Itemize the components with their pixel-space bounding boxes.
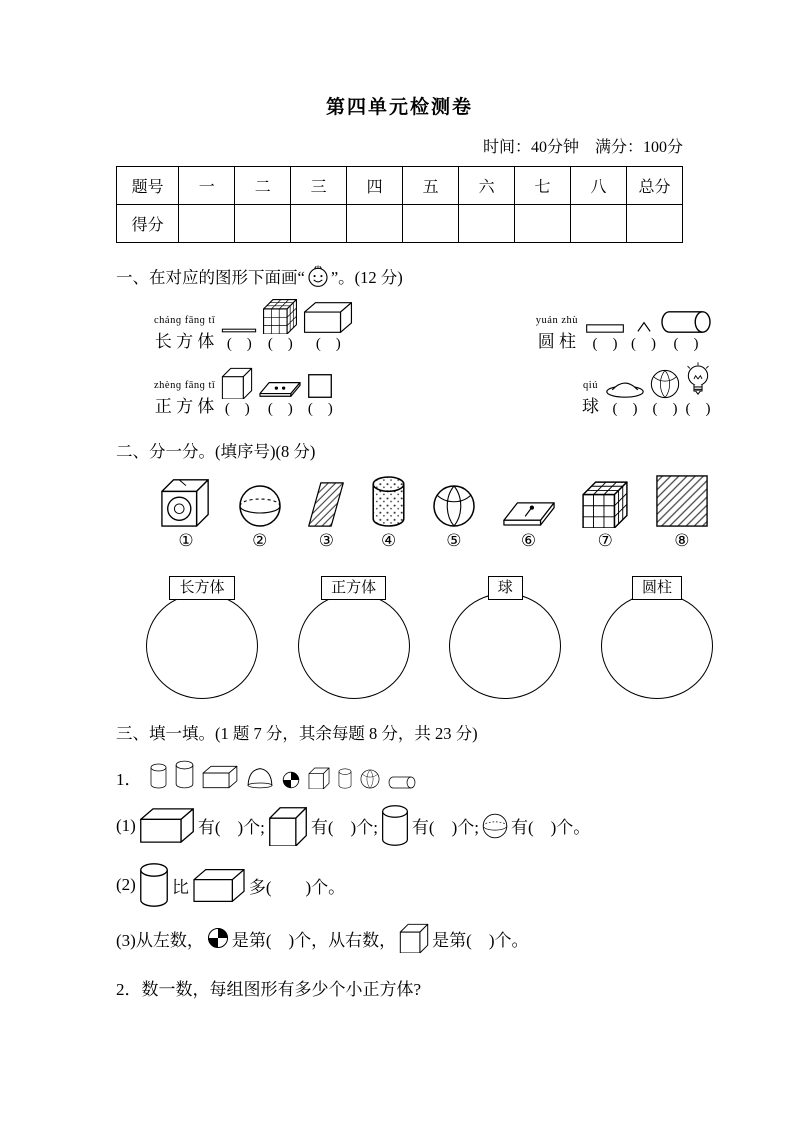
lying-cylinder-icon xyxy=(388,776,416,789)
fill-blank-3 xyxy=(116,923,683,953)
circled-number: ④ xyxy=(380,531,397,551)
cube-icon xyxy=(268,806,308,846)
category-tag: 球 xyxy=(488,576,523,600)
beach-ball-icon xyxy=(432,484,476,528)
sphere-icon xyxy=(482,813,508,839)
shape-name-label: 球 xyxy=(582,397,599,416)
answer-bracket: ( ) xyxy=(652,401,678,417)
hatched-parallelogram-icon xyxy=(307,481,345,528)
rubik-cube-icon xyxy=(581,480,629,528)
shape-group-cuboid xyxy=(154,298,353,352)
lineup-item-7 xyxy=(581,480,629,550)
section1-heading xyxy=(116,264,683,288)
score-cell xyxy=(571,205,627,243)
score-table-col-4: 四 xyxy=(347,167,403,205)
score-cell xyxy=(515,205,571,243)
answer-bracket: ( ) xyxy=(267,401,293,417)
cube-icon xyxy=(308,767,330,789)
category-tag: 正方体 xyxy=(321,576,386,600)
ball-icon xyxy=(360,769,380,789)
category-circle-cube xyxy=(298,576,410,699)
square-icon xyxy=(307,373,333,399)
sorting-circle xyxy=(146,593,258,699)
sorting-circle xyxy=(449,593,561,699)
flying-saucer-icon xyxy=(605,379,645,399)
rubik-cube-icon xyxy=(262,298,298,334)
lineup-item-1 xyxy=(160,476,212,550)
shape-lineup xyxy=(160,474,709,550)
compare-text: 比 xyxy=(171,877,189,897)
section1-row-2 xyxy=(116,362,711,417)
count-blank: 有( )个; xyxy=(411,818,479,838)
score-cell xyxy=(291,205,347,243)
category-circle-sphere xyxy=(449,576,561,699)
count-blank: 有( )个; xyxy=(310,818,378,838)
fill-blank-2 xyxy=(116,862,683,908)
score-table-corner: 题号 xyxy=(117,167,179,205)
circled-number: ⑥ xyxy=(520,531,537,551)
score-table-col-total: 总分 xyxy=(627,167,683,205)
section1-row-1 xyxy=(116,298,711,352)
exam-meta: 时间：40分钟 满分：100分 xyxy=(482,139,683,156)
score-table-header-row xyxy=(117,167,683,205)
striped-ball-icon xyxy=(238,484,282,528)
answer-bracket: ( ) xyxy=(307,401,333,417)
lineup-item-5 xyxy=(432,484,476,550)
cube-icon xyxy=(399,923,429,953)
cylinder-icon xyxy=(338,768,352,789)
sorting-circle xyxy=(601,593,713,699)
score-cell xyxy=(235,205,291,243)
thin-board-icon xyxy=(584,323,626,334)
lineup-item-2 xyxy=(238,484,282,550)
cylinder-icon xyxy=(381,804,409,847)
circled-number: ① xyxy=(178,531,194,551)
pinyin-label: qiú xyxy=(583,380,598,391)
cuboid-icon xyxy=(139,807,195,844)
circled-number: ⑧ xyxy=(674,531,690,551)
lineup-item-6 xyxy=(502,497,556,550)
pinyin-label: zhènɡ fānɡ tǐ xyxy=(154,380,216,391)
shape-name-label: 圆 柱 xyxy=(537,332,577,351)
count-blank: 有( )个。 xyxy=(510,818,591,838)
dark-ball-icon xyxy=(207,927,229,949)
section2-heading: 二、分一分。(填序号)(8 分) xyxy=(116,442,316,461)
score-table-score-row xyxy=(117,205,683,243)
category-tag: 长方体 xyxy=(169,576,234,600)
score-cell xyxy=(347,205,403,243)
page-title: 第四单元检测卷 xyxy=(325,97,473,118)
bent-line-icon xyxy=(636,320,652,334)
cylinder-icon xyxy=(175,760,194,789)
circled-number: ③ xyxy=(318,531,335,551)
fill-blank-2-prefix: (2) xyxy=(116,875,136,895)
score-table-col-8: 八 xyxy=(571,167,627,205)
count-blank: 有( )个; xyxy=(197,818,265,838)
score-cell xyxy=(459,205,515,243)
fill-blank-3-text-c: 是第( )个。 xyxy=(432,930,529,950)
cuboid-icon xyxy=(202,765,238,789)
box-with-circle-icon xyxy=(160,476,212,528)
count-blank: 多( )个。 xyxy=(248,877,346,897)
fill-blank-3-text-b: 是第( )个，从右数， xyxy=(231,930,397,950)
shape-group-sphere xyxy=(582,362,711,417)
lineup-item-3 xyxy=(307,481,345,550)
cube-icon xyxy=(221,367,253,399)
answer-bracket: ( ) xyxy=(631,336,656,352)
fill-blank-3-text-a: (3)从左数， xyxy=(116,930,204,950)
answer-bracket: ( ) xyxy=(315,336,341,352)
cuboid-icon xyxy=(303,301,353,334)
score-table-col-6: 六 xyxy=(459,167,515,205)
circled-number: ⑤ xyxy=(446,531,462,551)
sorting-circle xyxy=(298,593,410,699)
smiley-face-icon xyxy=(306,265,330,288)
category-tag: 圆柱 xyxy=(632,576,682,600)
lying-cylinder-icon xyxy=(661,310,711,334)
score-table-col-2: 二 xyxy=(235,167,291,205)
section3-heading: 三、填一填。(1 题 7 分，其余每题 8 分，共 23 分) xyxy=(116,724,478,744)
answer-bracket: ( ) xyxy=(267,336,293,352)
lineup-item-4 xyxy=(371,475,406,550)
fill-blank-1 xyxy=(116,804,683,847)
shape-group-cube xyxy=(154,362,333,417)
category-circle-cuboid xyxy=(146,576,258,699)
lineup-item-8 xyxy=(655,474,709,550)
dotted-cylinder-icon xyxy=(371,475,406,528)
score-cell xyxy=(627,205,683,243)
answer-bracket: ( ) xyxy=(226,336,252,352)
cylinder-icon xyxy=(150,763,167,789)
hatched-square-icon xyxy=(655,474,709,528)
question-2-text: 2．数一数，每组图形有多少个小正方体? xyxy=(116,980,422,1000)
score-table-col-5: 五 xyxy=(403,167,459,205)
category-circle-cylinder xyxy=(601,576,713,699)
thin-box-icon xyxy=(502,497,556,528)
section1-heading-text: 一、在对应的图形下面画“ xyxy=(116,268,305,287)
cuboid-icon xyxy=(192,868,246,903)
shape-name-label: 长 方 体 xyxy=(154,332,215,351)
score-label: 得分 xyxy=(117,205,179,243)
cylinder-icon xyxy=(139,862,169,908)
dark-ball-icon xyxy=(282,771,300,789)
fill-blank-1-prefix: (1) xyxy=(116,815,136,835)
shape-name-label: 正 方 体 xyxy=(154,397,215,416)
question-number: 1． xyxy=(116,769,142,789)
stick-icon xyxy=(221,327,257,334)
section1-heading-suffix: ”。(12 分) xyxy=(330,268,403,287)
question-1-row xyxy=(116,760,683,789)
shape-group-cylinder xyxy=(536,298,711,352)
sorting-circles xyxy=(146,576,713,699)
answer-bracket: ( ) xyxy=(592,336,618,352)
score-table-col-1: 一 xyxy=(179,167,235,205)
score-table-col-3: 三 xyxy=(291,167,347,205)
domino-tile-icon xyxy=(258,379,302,399)
answer-bracket: ( ) xyxy=(685,401,711,417)
score-table-col-7: 七 xyxy=(515,167,571,205)
pinyin-label: yuán zhù xyxy=(535,315,578,326)
dome-icon xyxy=(246,765,274,789)
score-table xyxy=(116,166,683,243)
score-cell xyxy=(179,205,235,243)
circled-number: ⑦ xyxy=(597,531,613,551)
pinyin-label: chánɡ fānɡ tǐ xyxy=(154,315,216,326)
circled-number: ② xyxy=(252,531,268,551)
answer-bracket: ( ) xyxy=(224,401,250,417)
ball-icon xyxy=(650,369,680,399)
score-cell xyxy=(403,205,459,243)
answer-bracket: ( ) xyxy=(612,401,638,417)
light-bulb-icon xyxy=(685,362,711,399)
answer-bracket: ( ) xyxy=(673,336,699,352)
